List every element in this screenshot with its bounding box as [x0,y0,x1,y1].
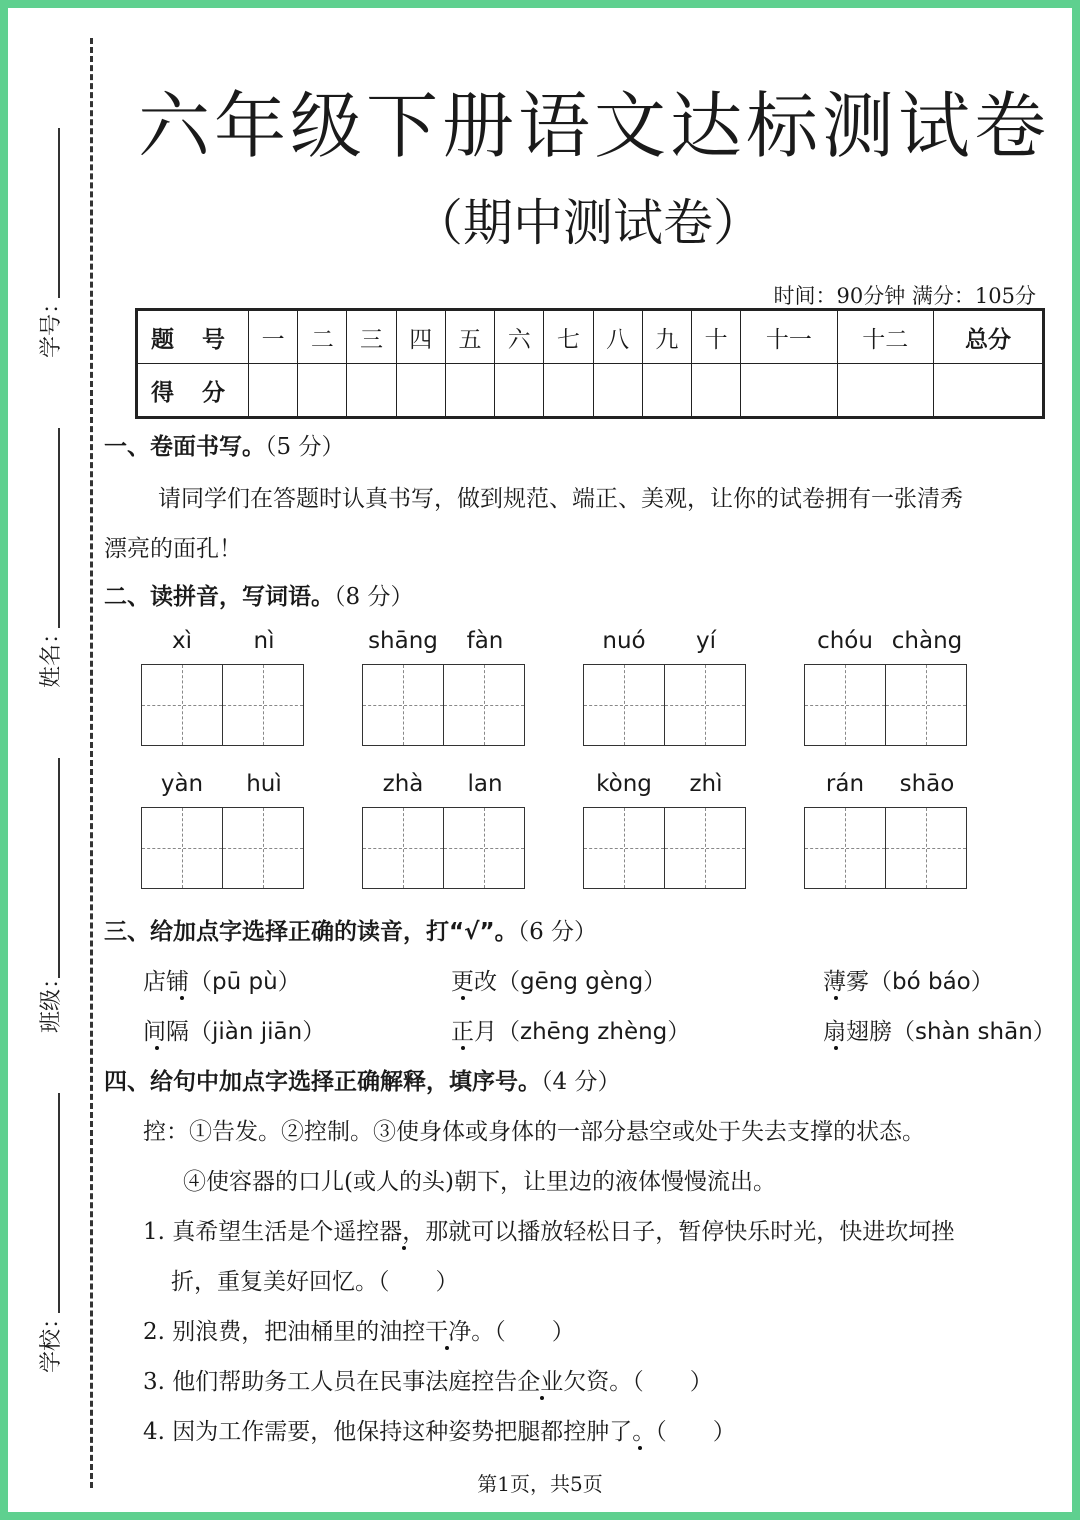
writing-box[interactable] [885,664,967,746]
definition-line-2: ④使容器的口儿(或人的头)朝下，让里边的液体慢慢流出。 [183,1169,776,1195]
score-cell[interactable] [544,364,593,418]
writing-box[interactable] [443,664,525,746]
section-1-text-line-1: 请同学们在答题时认真书写，做到规范、端正、美观，让你的试卷拥有一张清秀 [158,486,963,512]
writing-box[interactable] [222,664,304,746]
writing-box[interactable] [583,664,665,746]
pinyin-syllable: lan [467,771,503,797]
score-table [135,308,1045,419]
pinyin-word-block [583,628,753,662]
col-5: 五 [445,310,494,364]
pinyin-syllable: rán [825,771,865,797]
pinyin-syllable: huì [246,771,282,797]
question-2[interactable]: 2. 别浪费，把油桶里的油控干净。（ ） [143,1319,575,1345]
score-cell[interactable] [642,364,691,418]
col-10: 十 [691,310,740,364]
emphasis-dot [155,1046,159,1050]
score-cell[interactable] [495,364,544,418]
pinyin-word-block [804,628,974,662]
col-8: 八 [593,310,642,364]
emphasis-dot [461,996,465,1000]
student-id-field [8,118,88,368]
class-field [8,758,88,1038]
score-cell[interactable] [445,364,494,418]
col-1: 一 [249,310,298,364]
emphasis-dot [180,996,184,1000]
section-3-heading: 三、给加点字选择正确的读音，打“√”。（6 分） [104,919,598,945]
col-11: 十一 [741,310,837,364]
col-12: 十二 [837,310,933,364]
student-id-label: 学号： [39,291,64,358]
score-cell[interactable] [396,364,445,418]
writing-box[interactable] [885,807,967,889]
pinyin-syllable: chàng [891,628,963,654]
pinyin-syllable: nì [253,628,275,654]
writing-box[interactable] [362,664,444,746]
pinyin-syllable: yàn [160,771,204,797]
col-7: 七 [544,310,593,364]
pinyin-syllable: kòng [596,771,652,797]
school-field [8,1093,88,1393]
writing-box[interactable] [804,807,886,889]
score-cell[interactable] [741,364,837,418]
question-number-header: 题 号 [137,310,249,364]
question-3[interactable]: 3. 他们帮助务工人员在民事法庭控告企业欠资。（ ） [143,1369,713,1395]
pron-item-2[interactable]: 更改（gēng gèng） [451,969,667,995]
section-2-heading: 二、读拼音，写词语。（8 分） [104,584,414,610]
pron-item-3[interactable]: 薄雾（bó báo） [823,969,994,995]
emphasis-dot [834,1046,838,1050]
score-table-score-row [137,364,1044,418]
exam-meta: 时间：90分钟 满分：105分 [773,284,1036,308]
pinyin-syllable: yí [695,628,716,654]
pron-item-5[interactable]: 正月（zhēng zhèng） [451,1019,691,1045]
pinyin-syllable: zhà [382,771,424,797]
pinyin-syllable: zhì [689,771,723,797]
exam-page [8,8,1072,1512]
writing-box[interactable] [664,807,746,889]
definition-line-1: 控：①告发。②控制。③使身体或身体的一部分悬空或处于失去支撑的状态。 [143,1119,925,1145]
page-footer: 第1页，共5页 [477,1472,603,1496]
section-4-heading: 四、给句中加点字选择正确解释，填序号。（4 分） [104,1069,621,1095]
writing-box[interactable] [583,807,665,889]
emphasis-dot [445,1346,449,1350]
name-label: 姓名： [39,621,64,688]
pron-item-4[interactable]: 间隔（jiàn jiān） [143,1019,326,1045]
page-subtitle: （期中测试卷） [413,194,763,252]
section-1-heading: 一、卷面书写。（5 分） [104,434,345,460]
score-cell[interactable] [298,364,347,418]
writing-box[interactable] [362,807,444,889]
score-cell[interactable] [691,364,740,418]
emphasis-dot [834,996,838,1000]
question-1-line-1: 1. 真希望生活是个遥控器，那就可以播放轻松日子，暂停快乐时光，快进坎坷挫 [143,1219,955,1245]
pron-item-6[interactable]: 扇翅膀（shàn shān） [823,1019,1056,1045]
col-4: 四 [396,310,445,364]
page-title: 六年级下册语文达标测试卷 [138,84,1051,168]
score-cell[interactable] [837,364,933,418]
pinyin-word-block [362,628,532,662]
writing-box[interactable] [141,664,223,746]
name-field [8,428,88,708]
score-header: 得 分 [137,364,249,418]
pinyin-word-block [141,628,311,662]
emphasis-dot [638,1446,642,1450]
pinyin-syllable: fàn [466,628,504,654]
pron-item-1[interactable]: 店铺（pū pù） [143,969,301,995]
emphasis-dot [461,1046,465,1050]
col-9: 九 [642,310,691,364]
pinyin-word-block [362,771,532,805]
pinyin-syllable: chóu [817,628,873,654]
pinyin-syllable: shāng [368,628,438,654]
pinyin-word-block [804,771,974,805]
question-1-line-2[interactable]: 折，重复美好回忆。（ ） [171,1269,459,1295]
pinyin-word-block [583,771,753,805]
col-2: 二 [298,310,347,364]
col-3: 三 [347,310,396,364]
score-cell[interactable] [593,364,642,418]
writing-box[interactable] [141,807,223,889]
score-cell[interactable] [249,364,298,418]
pinyin-syllable: xì [171,628,192,654]
class-label: 班级： [39,966,64,1033]
emphasis-dot [540,1396,544,1400]
section-1-text-line-2: 漂亮的面孔！ [104,536,242,562]
question-4[interactable]: 4. 因为工作需要，他保持这种姿势把腿都控肿了。（ ） [143,1419,736,1445]
binding-dashed-line [90,38,93,1488]
pinyin-syllable: nuó [602,628,646,654]
pinyin-syllable: shāo [899,771,955,797]
writing-box[interactable] [804,664,886,746]
total-header: 总分 [934,310,1044,364]
writing-box[interactable] [664,664,746,746]
total-score-cell[interactable] [934,364,1044,418]
emphasis-dot [402,1246,406,1250]
col-6: 六 [495,310,544,364]
writing-box[interactable] [222,807,304,889]
score-cell[interactable] [347,364,396,418]
school-label: 学校： [39,1306,64,1373]
score-table-header-row [137,310,1044,364]
writing-box[interactable] [443,807,525,889]
pinyin-word-block [141,771,311,805]
